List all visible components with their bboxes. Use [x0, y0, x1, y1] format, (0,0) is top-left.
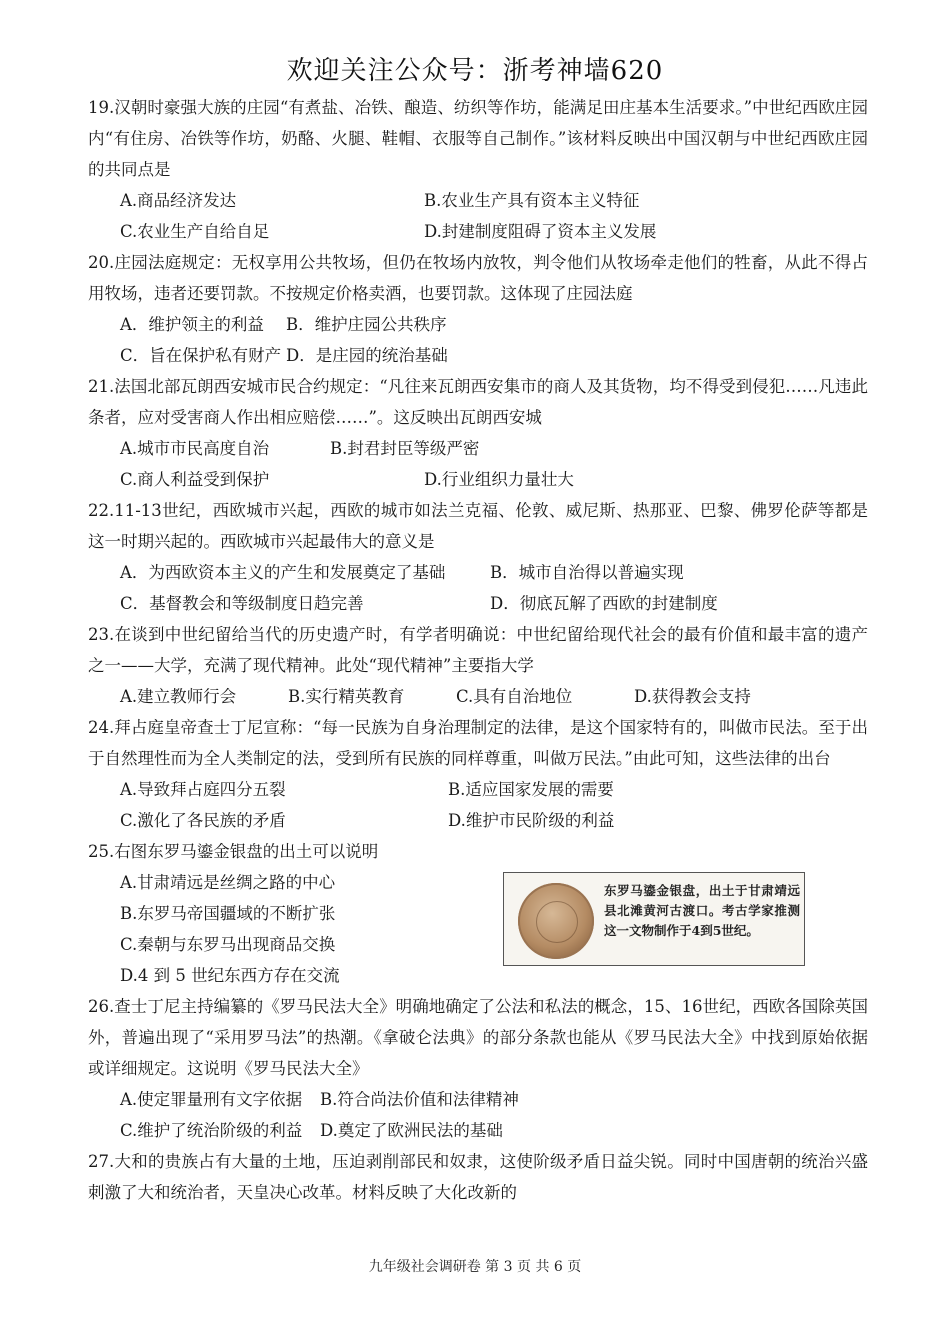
- question-24-option-c: C.激化了各民族的矛盾: [120, 811, 286, 830]
- question-26-options-row-1: [88, 1084, 868, 1115]
- silver-plate-image: [518, 883, 594, 959]
- question-21-options-row-1: [88, 433, 868, 464]
- question-20-options-row-2: [88, 340, 868, 371]
- question-21-option-a: A.城市市民高度自治: [120, 439, 270, 458]
- question-26-stem: 26.查士丁尼主持编纂的《罗马民法大全》明确地确定了公法和私法的概念，15、16世纪，西欧各国除英国外，普遍出现了“采用罗马法”的热潮。《拿破仑法典》的部分条款也能从《罗马民法大全》中找到原始依据或详细规定。这说明《罗马民法大全》: [88, 997, 868, 1078]
- question-19-option-b: B.农业生产具有资本主义特征: [424, 191, 640, 210]
- question-21-option-c: C.商人利益受到保护: [120, 470, 270, 489]
- question-22-option-d: D．彻底瓦解了西欧的封建制度: [490, 594, 718, 613]
- question-20-stem: 20.庄园法庭规定：无权享用公共牧场，但仍在牧场内放牧，判令他们从牧场牵走他们的牲畜，从此不得占用牧场，违者还要罚款。不按规定价格卖酒，也要罚款。这体现了庄园法庭: [88, 253, 868, 303]
- question-25-option-d: D.4 到 5 世纪东西方存在交流: [120, 966, 340, 985]
- question-19-options-row-1: [88, 185, 868, 216]
- question-25: [88, 836, 868, 991]
- question-20-option-a: A．维护领主的利益: [120, 315, 264, 334]
- question-22-option-b: B．城市自治得以普遍实现: [490, 563, 684, 582]
- question-20-option-c: C．旨在保护私有财产: [120, 346, 282, 365]
- question-26-option-c: C.维护了统治阶级的利益: [120, 1121, 303, 1140]
- question-19-option-a: A.商品经济发达: [120, 191, 237, 210]
- question-22-stem: 22.11-13世纪，西欧城市兴起，西欧的城市如法兰克福、伦敦、威尼斯、热那亚、巴黎、佛罗伦萨等都是这一时期兴起的。西欧城市兴起最伟大的意义是: [88, 501, 868, 551]
- question-20-options-row-1: [88, 309, 868, 340]
- question-22: [88, 495, 868, 619]
- question-23-options-row: [88, 681, 868, 712]
- question-24-option-b: B.适应国家发展的需要: [448, 780, 614, 799]
- question-21-option-b: B.封君封臣等级严密: [330, 439, 480, 458]
- question-21: [88, 371, 868, 495]
- question-26: [88, 991, 868, 1146]
- question-21-option-d: D.行业组织力量壮大: [424, 470, 574, 489]
- question-23: [88, 619, 868, 712]
- question-26-option-b: B.符合尚法价值和法律精神: [320, 1090, 519, 1109]
- question-26-option-d: D.奠定了欧洲民法的基础: [320, 1121, 503, 1140]
- question-20-option-b: B．维护庄园公共秩序: [286, 315, 447, 334]
- question-26-options-row-2: [88, 1115, 868, 1146]
- question-22-option-c: C．基督教会和等级制度日趋完善: [120, 594, 364, 613]
- question-23-option-a: A.建立教师行会: [120, 687, 237, 706]
- question-22-options-row-1: [88, 557, 868, 588]
- question-23-option-b: B.实行精英教育: [288, 687, 405, 706]
- question-23-option-c: C.具有自治地位: [456, 687, 573, 706]
- question-24-options-row-1: [88, 774, 868, 805]
- question-24-option-d: D.维护市民阶级的利益: [448, 811, 615, 830]
- page-header: 欢迎关注公众号：浙考神墙620: [286, 56, 664, 86]
- question-19-options-row-2: [88, 216, 868, 247]
- question-25-stem: 25.右图东罗马鎏金银盘的出土可以说明: [88, 842, 379, 861]
- question-24: [88, 712, 868, 836]
- question-27-stem: 27.大和的贵族占有大量的土地，压迫剥削部民和奴隶，这使阶级矛盾日益尖锐。同时中国唐朝的统治兴盛刺激了大和统治者，天皇决心改革。材料反映了大化改新的: [88, 1152, 868, 1202]
- question-21-options-row-2: [88, 464, 868, 495]
- silver-plate-center: [536, 901, 578, 943]
- question-24-option-a: A.导致拜占庭四分五裂: [120, 780, 286, 799]
- question-22-options-row-2: [88, 588, 868, 619]
- question-20-option-d: D．是庄园的统治基础: [286, 346, 448, 365]
- page-footer: 九年级社会调研卷 第 3 页 共 6 页: [368, 1259, 582, 1275]
- question-23-stem: 23.在谈到中世纪留给当代的历史遗产时，有学者明确说：中世纪留给现代社会的最有价值和最丰富的遗产之一——大学，充满了现代精神。此处“现代精神”主要指大学: [88, 625, 868, 675]
- question-27: [88, 1146, 868, 1208]
- question-23-option-d: D.获得教会支持: [634, 687, 751, 706]
- question-22-option-a: A．为西欧资本主义的产生和发展奠定了基础: [120, 563, 446, 582]
- question-25-option-a: A.甘肃靖远是丝绸之路的中心: [120, 873, 336, 892]
- silver-plate-figure: [503, 872, 805, 966]
- question-19: [88, 92, 868, 247]
- question-21-stem: 21.法国北部瓦朗西安城市民合约规定：“凡往来瓦朗西安集市的商人及其货物，均不得受到侵犯……凡违此条者，应对受害商人作出相应赔偿……”。这反映出瓦朗西安城: [88, 377, 868, 427]
- question-20: [88, 247, 868, 371]
- figure-caption: 东罗马鎏金银盘，出土于甘肃靖远县北滩黄河古渡口。考古学家推测这一文物制作于4到5世纪。: [604, 883, 800, 938]
- question-19-option-c: C.农业生产自给自足: [120, 222, 270, 241]
- question-list: [88, 92, 868, 1208]
- question-26-option-a: A.使定罪量刑有文字依据: [120, 1090, 303, 1109]
- question-25-option-b: B.东罗马帝国疆域的不断扩张: [120, 904, 336, 923]
- question-19-stem: 19.汉朝时豪强大族的庄园“有煮盐、冶铁、酿造、纺织等作坊，能满足田庄基本生活要求。”中世纪西欧庄园内“有住房、冶铁等作坊，奶酪、火腿、鞋帽、衣服等自己制作。”该材料反映出中国汉朝与中世纪西欧庄园的共同点是: [88, 98, 868, 179]
- question-24-stem: 24.拜占庭皇帝查士丁尼宣称：“每一民族为自身治理制定的法律，是这个国家特有的，叫做市民法。至于出于自然理性而为全人类制定的法，受到所有民族的同样尊重，叫做万民法。”由此可知，这些法律的出台: [88, 718, 868, 768]
- question-24-options-row-2: [88, 805, 868, 836]
- question-19-option-d: D.封建制度阻碍了资本主义发展: [424, 222, 657, 241]
- question-25-option-c: C.秦朝与东罗马出现商品交换: [120, 935, 336, 954]
